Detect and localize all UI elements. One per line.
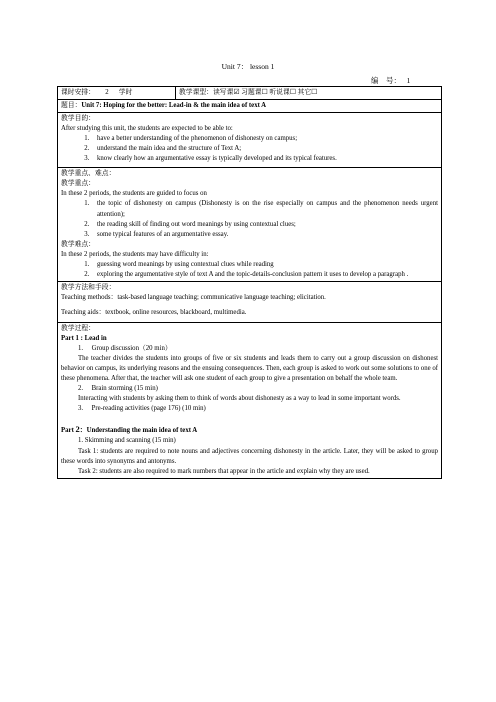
objectives-row [58,113,442,168]
step2-title: 2. Brain storming (15 min) [78,385,158,393]
topic-cell [58,100,442,113]
key-points-intro: In these 2 periods, the students are guided to focus on [61,190,207,198]
objectives-intro: After studying this unit, the students are expected to be able to: [61,125,233,133]
page-title: Unit 7： lesson 1 [221,62,275,71]
key-points-heading: 教学重点、难点： [61,170,116,178]
objectives-heading: 教学目的： [61,115,95,123]
part2-title [61,423,438,436]
methods-heading: 教学方法和手段： [61,283,116,291]
key-points-cell [58,168,442,282]
meta-row [58,87,442,100]
number-value: 1 [406,76,411,85]
difficulties-subheading: 教学难点： [61,240,95,248]
key-points-row [58,168,442,282]
lesson-type-cell: 教学课型：读写课☑ 习题课☐ 听说课☐ 其它☐ [176,87,442,100]
methods-cell [58,281,442,322]
teaching-aids: Teaching aids：textbook, online resources, blackboard, multimedia. [61,308,247,316]
document-number [371,75,410,86]
part1-title: Part 1 : Lead in [61,335,107,343]
difficulties-list [61,260,438,280]
schedule-cell [58,87,176,100]
difficulties-intro: In these 2 periods, the students may have difficulty in: [61,250,209,258]
task1-paragraph: Task 1: students are required to note nouns and adjectives concerning dishonesty in the article. Later, they will be asked to group these words into synonyms and antonyms. [61,447,438,465]
objectives-cell [58,113,442,168]
teaching-methods: Teaching methods：task-based language teaching; communicative language teaching; elicitation. [61,293,326,301]
list-item: 3. know clearly how an argumentative essay is typically developed and its typical features. [91,154,438,164]
topic-label: 题目： [61,102,82,110]
part2-prefix: Part [61,427,76,435]
lesson-plan-table [57,86,442,479]
step3-title: 3. Pre-reading activities (page 176) (10 min) [78,405,206,413]
process-cell [58,322,442,478]
part2-step1-title: 1. Skimming and scanning (15 min) [78,437,176,445]
list-item: 1. the topic of dishonesty on campus (Dishonesty is on the rise especially on campus and the phenomenon needs urgent attention); [91,199,438,219]
list-item: 2. exploring the argumentative style of text A and the topic-details-conclusion pattern it uses to develop a paragraph . [91,270,438,280]
schedule-unit: 学时 [118,89,133,96]
process-row [58,322,442,478]
topic-row [58,100,442,113]
objectives-list [61,134,438,164]
list-item: 1. have a better understanding of the phenomenon of dishonesty on campus; [91,134,438,144]
list-item: 1. guessing word meanings by using contextual clues while reading [91,260,438,270]
step2-paragraph: Interacting with students by asking them to think of words about dishonesty as a way to lead in some important words. [78,395,401,403]
schedule-value: 2 [105,89,109,96]
part2-rest: ：Understanding the main idea of text A [79,427,198,435]
list-item: 2. understand the main idea and the structure of Text A; [91,144,438,154]
step1-title: 1. Group discussion（20 min） [78,345,172,353]
part2-number: 2 [75,424,80,435]
list-item: 2. the reading skill of finding out word meanings by using contextual clues; [91,220,438,230]
number-label: 编 号： [371,76,401,85]
key-points-list [61,199,438,239]
task2-paragraph: Task 2: students are also required to mark numbers that appear in the article and explain why they are used. [78,467,370,475]
step1-paragraph: The teacher divides the students into groups of five or six students and leads them to carry out a group discussion on dishonest behavior on campus, its underlying reasons and the ensuing consequences. Then, each group is asked to work out some solutions to one of these phenomena. After that, the teacher will ask one student of each group to give a presentation on behalf the whole team. [61,355,438,383]
list-item: 3. some typical features of an argumentative essay. [91,230,438,240]
methods-row [58,281,442,322]
key-points-subheading: 教学重点： [61,180,95,188]
schedule-label: 课时安排： [61,89,95,96]
process-heading: 教学过程： [61,324,95,332]
topic-text: Unit 7: Hoping for the better: Lead-in & the main idea of text A [81,102,267,110]
